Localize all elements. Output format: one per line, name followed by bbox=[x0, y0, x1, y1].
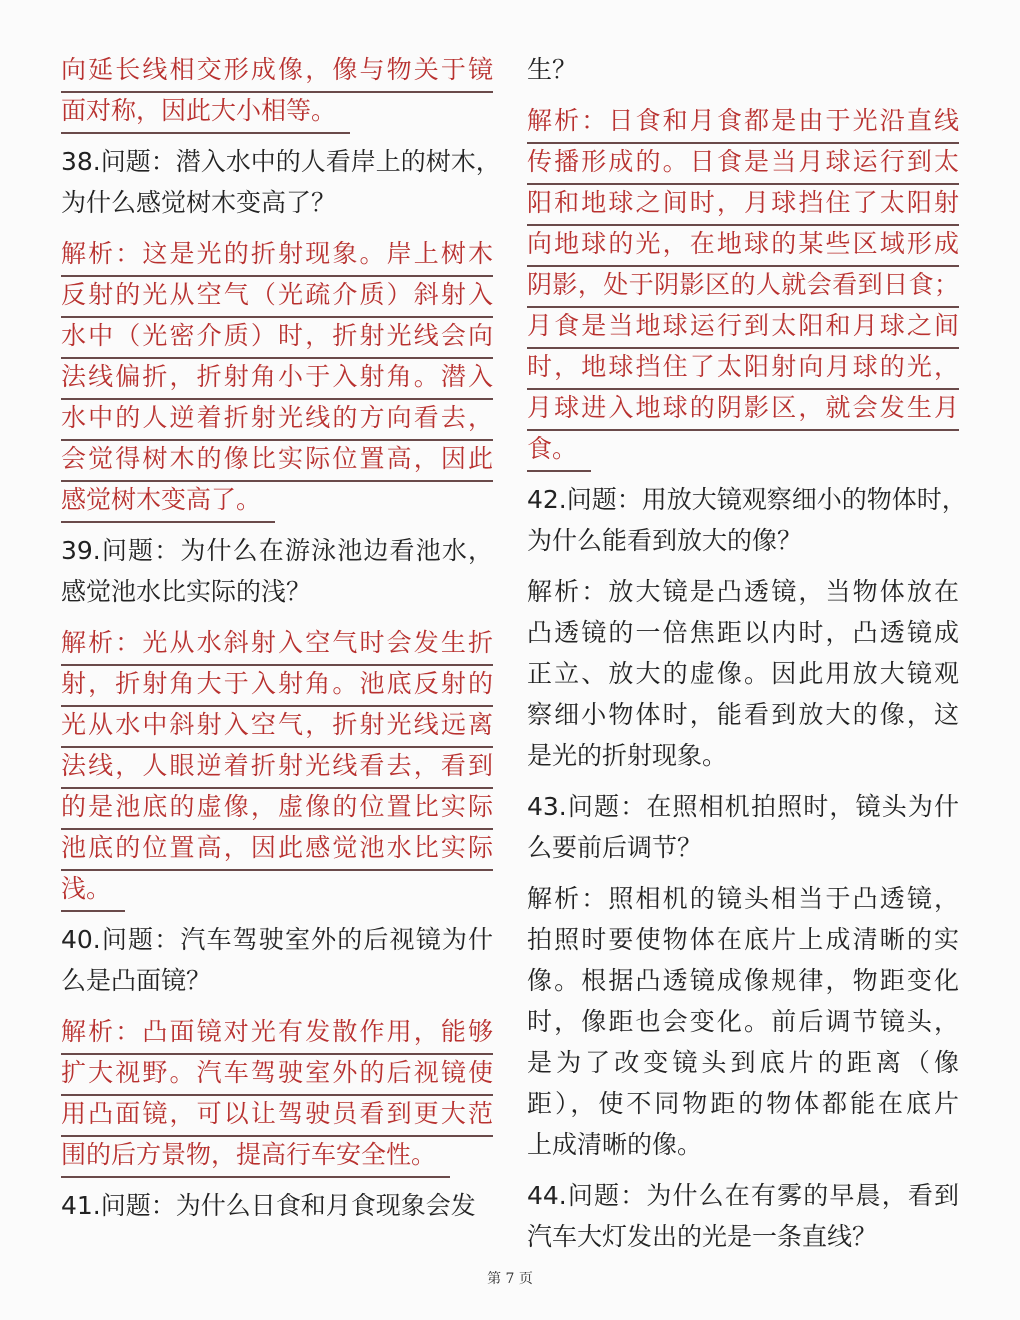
text-line bbox=[527, 479, 967, 520]
text-line bbox=[527, 1124, 959, 1165]
text-line bbox=[61, 960, 493, 1001]
text-line-content: 射，折射角大于入射角。池底反射的 bbox=[61, 663, 493, 707]
text-line bbox=[61, 919, 493, 960]
text-line-content: 拍照时要使物体在底片上成清晰的实 bbox=[527, 925, 959, 954]
text-line bbox=[61, 530, 493, 571]
text-line-content: 感觉池水比实际的浅？ bbox=[61, 577, 312, 606]
text-line bbox=[61, 1093, 493, 1134]
text-line bbox=[527, 346, 959, 387]
highlighted-answer-paragraph bbox=[61, 233, 493, 520]
text-line-content: 扩大视野。汽车驾驶室外的后视镜使 bbox=[61, 1052, 493, 1096]
text-line bbox=[527, 1042, 959, 1083]
text-line bbox=[527, 735, 959, 776]
text-line-content: 是光的折射现象。 bbox=[527, 741, 728, 770]
text-line-content: 水中（光密介质）时，折射光线会向 bbox=[61, 315, 493, 359]
text-line-content: 解析：凸面镜对光有发散作用，能够 bbox=[61, 1011, 493, 1055]
text-line bbox=[61, 397, 493, 438]
text-line-content: 察细小物体时，能看到放大的像，这 bbox=[527, 700, 959, 729]
text-line-content: 浅。 bbox=[61, 868, 125, 912]
text-line bbox=[61, 141, 501, 182]
answer-paragraph bbox=[527, 571, 959, 776]
left-column bbox=[61, 49, 501, 1236]
question-paragraph bbox=[527, 479, 967, 561]
text-line-content: 是为了改变镜头到底片的距离（像 bbox=[527, 1048, 959, 1077]
text-line bbox=[61, 1134, 493, 1175]
text-line-content: 的是池底的虚像，虚像的位置比实际 bbox=[61, 786, 493, 830]
text-line bbox=[527, 223, 959, 264]
text-line-content: 解析：日食和月食都是由于光沿直线 bbox=[527, 100, 959, 144]
text-line-content: 面对称，因此大小相等。 bbox=[61, 90, 350, 134]
text-line bbox=[61, 49, 493, 90]
question-paragraph bbox=[527, 49, 959, 90]
text-line-content: 正立、放大的虚像。因此用放大镜观 bbox=[527, 659, 959, 688]
text-line bbox=[527, 1083, 959, 1124]
text-line-content: 凸透镜的一倍焦距以内时，凸透镜成 bbox=[527, 618, 959, 647]
highlighted-answer-paragraph bbox=[527, 100, 959, 469]
question-paragraph bbox=[61, 141, 501, 223]
text-line-content: 用凸面镜，可以让驾驶员看到更大范 bbox=[61, 1093, 493, 1137]
highlighted-answer-paragraph bbox=[61, 1011, 493, 1175]
text-line-content: 时，地球挡住了太阳射向月球的光， bbox=[527, 346, 959, 390]
text-line bbox=[61, 786, 493, 827]
text-line bbox=[527, 653, 959, 694]
text-line bbox=[527, 49, 959, 90]
text-line bbox=[527, 1216, 959, 1257]
text-line bbox=[61, 315, 493, 356]
answer-paragraph bbox=[527, 878, 959, 1165]
highlighted-answer-paragraph bbox=[61, 49, 493, 131]
text-line-content: 向延长线相交形成像，像与物关于镜 bbox=[61, 49, 493, 93]
text-line-content: 像。根据凸透镜成像规律，物距变化 bbox=[527, 966, 959, 995]
text-line-content: 汽车大灯发出的光是一条直线？ bbox=[527, 1222, 878, 1251]
text-line bbox=[527, 786, 959, 827]
text-line-content: 月食是当地球运行到太阳和月球之间 bbox=[527, 305, 959, 349]
text-line-content: 为什么能看到放大的像？ bbox=[527, 526, 803, 555]
text-line-content: 解析：光从水斜射入空气时会发生折 bbox=[61, 622, 493, 666]
text-line-content: 42.问题：用放大镜观察细小的物体时， bbox=[527, 485, 967, 514]
text-line-content: 水中的人逆着折射光线的方向看去， bbox=[61, 397, 493, 441]
question-paragraph bbox=[527, 1175, 959, 1257]
text-line-content: 解析：放大镜是凸透镜，当物体放在 bbox=[527, 577, 959, 606]
text-line-content: 会觉得树木的像比实际位置高，因此 bbox=[61, 438, 493, 482]
text-line bbox=[527, 520, 959, 561]
text-line bbox=[61, 1052, 493, 1093]
text-line-content: 法线，人眼逆着折射光线看去，看到 bbox=[61, 745, 493, 789]
text-line-content: 池底的位置高，因此感觉池水比实际 bbox=[61, 827, 493, 871]
text-line bbox=[527, 100, 959, 141]
text-line bbox=[527, 428, 959, 469]
text-line bbox=[61, 868, 493, 909]
text-line-content: 43.问题：在照相机拍照时，镜头为什 bbox=[527, 792, 959, 821]
text-line bbox=[527, 827, 959, 868]
text-line-content: 反射的光从空气（光疏介质）斜射入 bbox=[61, 274, 493, 318]
text-line-content: 么要前后调节？ bbox=[527, 833, 703, 862]
text-line-content: 为什么感觉树木变高了？ bbox=[61, 188, 337, 217]
text-line bbox=[527, 1175, 959, 1216]
text-line bbox=[61, 704, 493, 745]
text-line-content: 向地球的光，在地球的某些区域形成 bbox=[527, 223, 959, 267]
text-line bbox=[527, 960, 959, 1001]
text-line bbox=[61, 356, 493, 397]
text-line bbox=[61, 1011, 493, 1052]
text-line bbox=[527, 612, 959, 653]
text-line-content: 么是凸面镜？ bbox=[61, 966, 212, 995]
text-line bbox=[527, 182, 959, 223]
text-line bbox=[527, 571, 959, 612]
text-line bbox=[61, 479, 493, 520]
text-line-content: 40.问题：汽车驾驶室外的后视镜为什 bbox=[61, 925, 493, 954]
text-line bbox=[61, 274, 493, 315]
text-line-content: 食。 bbox=[527, 428, 591, 472]
page-number: 第 7 页 bbox=[487, 1271, 533, 1287]
text-line bbox=[61, 745, 493, 786]
text-line-content: 44.问题：为什么在有雾的早晨，看到 bbox=[527, 1181, 959, 1210]
text-line bbox=[527, 1001, 959, 1042]
text-line bbox=[61, 90, 493, 131]
text-line bbox=[527, 878, 959, 919]
text-line bbox=[61, 827, 493, 868]
question-paragraph bbox=[61, 530, 493, 612]
text-line-content: 阴影，处于阴影区的人就会看到日食； bbox=[527, 264, 959, 308]
text-line bbox=[527, 694, 959, 735]
text-line-content: 传播形成的。日食是当月球运行到太 bbox=[527, 141, 959, 185]
text-line-content: 光从水中斜射入空气，折射光线远离 bbox=[61, 704, 493, 748]
right-column bbox=[527, 49, 967, 1267]
question-paragraph bbox=[527, 786, 959, 868]
text-line bbox=[527, 919, 959, 960]
text-line bbox=[61, 438, 493, 479]
text-line bbox=[61, 1185, 493, 1226]
text-line-content: 38.问题：潜入水中的人看岸上的树木， bbox=[61, 147, 501, 176]
text-line-content: 围的后方景物，提高行车安全性。 bbox=[61, 1134, 450, 1178]
text-line-content: 41.问题：为什么日食和月食现象会发 bbox=[61, 1191, 476, 1220]
text-line bbox=[527, 387, 959, 428]
question-paragraph bbox=[61, 1185, 493, 1226]
text-line-content: 阳和地球之间时，月球挡住了太阳射 bbox=[527, 182, 959, 226]
text-line bbox=[61, 571, 493, 612]
text-line-content: 时，像距也会变化。前后调节镜头， bbox=[527, 1007, 959, 1036]
text-line bbox=[61, 233, 493, 274]
text-line bbox=[61, 182, 493, 223]
text-line bbox=[527, 264, 959, 305]
text-line bbox=[61, 663, 493, 704]
text-line-content: 月球进入地球的阴影区，就会发生月 bbox=[527, 387, 959, 431]
text-line-content: 距），使不同物距的物体都能在底片 bbox=[527, 1089, 959, 1118]
highlighted-answer-paragraph bbox=[61, 622, 493, 909]
text-line-content: 解析：这是光的折射现象。岸上树木 bbox=[61, 233, 493, 277]
text-line-content: 生？ bbox=[527, 55, 578, 84]
text-line bbox=[61, 622, 493, 663]
text-line bbox=[527, 141, 959, 182]
text-line-content: 39.问题：为什么在游泳池边看池水， bbox=[61, 536, 493, 565]
text-line-content: 解析：照相机的镜头相当于凸透镜， bbox=[527, 884, 959, 913]
text-line bbox=[527, 305, 959, 346]
text-line-content: 感觉树木变高了。 bbox=[61, 479, 275, 523]
question-paragraph bbox=[61, 919, 493, 1001]
text-line-content: 上成清晰的像。 bbox=[527, 1130, 703, 1159]
text-line-content: 法线偏折，折射角小于入射角。潜入 bbox=[61, 356, 493, 400]
